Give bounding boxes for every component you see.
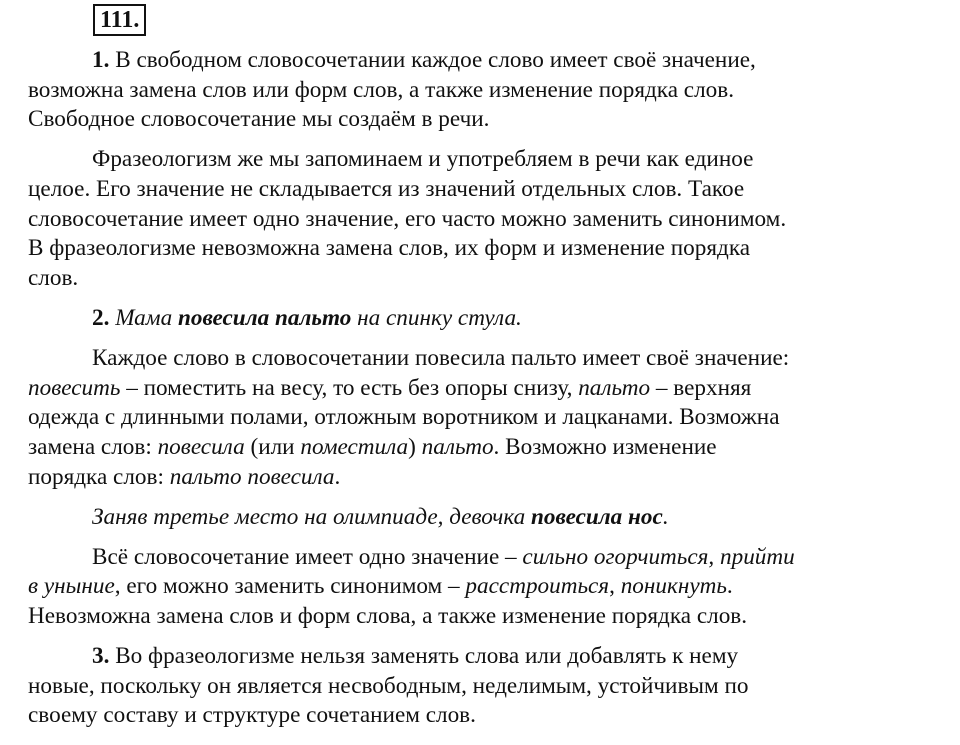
example-phrase: повесила нос <box>531 503 663 530</box>
text-line: одежда с длинными полами, отложным воротником и лацканами. Возможна <box>28 404 780 431</box>
paragraph-4 <box>28 543 928 632</box>
text-line: Невозможна замена слов и форм слова, а также изменение порядка слов. <box>28 603 748 630</box>
paragraph-2 <box>28 145 928 293</box>
text-line <box>28 543 928 573</box>
exercise-number: 111. <box>93 4 146 36</box>
text: . Возможно изменение <box>493 433 717 460</box>
item-number-1: 1. <box>92 47 110 73</box>
example-text: на спинку стула. <box>351 304 522 331</box>
text: , его можно заменить синонимом – <box>114 573 466 600</box>
term: повесить <box>28 374 121 401</box>
paragraph-example-2 <box>28 503 928 533</box>
text: Всё словосочетание имеет одно значение – <box>92 543 523 570</box>
term: пальто повесила <box>169 463 335 490</box>
term: расстроиться <box>465 573 610 600</box>
text: ) <box>408 433 422 460</box>
text-line: своему составу и структуре сочетанием слов. <box>28 702 476 729</box>
text: – верхняя <box>650 374 752 401</box>
item-number-2: 2. <box>92 304 110 331</box>
text-line: Свободное словосочетание мы создаём в речи. <box>28 106 490 133</box>
example-text: . <box>662 503 669 530</box>
term: в уныние <box>28 573 115 600</box>
term: пальто <box>578 374 651 401</box>
text-line: слов. <box>28 264 79 291</box>
term: сильно огорчиться, прийти <box>522 543 795 570</box>
paragraph-5 <box>28 642 928 731</box>
item-number-3: 3. <box>92 643 110 670</box>
example-text: Заняв третье место на олимпиаде, девочка <box>92 503 532 530</box>
text-line <box>28 433 928 463</box>
term: поместила <box>300 433 409 460</box>
example-text: Мама <box>109 304 178 331</box>
text-line: Каждое слово в словосочетании повесила пальто имеет своё значение: <box>92 345 790 372</box>
text-line <box>28 572 928 602</box>
text: Во фразеологизме нельзя заменять слова или добавлять к нему <box>109 643 739 670</box>
term: повесила <box>157 433 245 460</box>
paragraph-3 <box>28 344 928 492</box>
example-phrase: повесила пальто <box>177 304 352 331</box>
term: пальто <box>421 433 494 460</box>
text-line: новые, поскольку он является несвободным, неделимым, устойчивым по <box>28 672 749 699</box>
text-line: В фразеологизме невозможна замена слов, их форм и изменение порядка <box>28 235 751 262</box>
text: замена слов: <box>28 433 158 460</box>
text: порядка слов: <box>28 463 170 490</box>
text-line <box>28 374 928 404</box>
text-line: словосочетание имеет одно значение, его часто можно заменить синонимом. <box>28 205 787 232</box>
text: . <box>726 573 733 600</box>
text: , <box>609 573 621 600</box>
term: поникнуть <box>620 573 727 600</box>
text: В свободном словосочетании каждое слово имеет своё значение, <box>109 47 756 73</box>
text-line: возможна замена слов или форм слов, а также изменение порядка слов. <box>28 76 734 103</box>
text-line: Фразеологизм же мы запоминаем и употребляем в речи как единое <box>92 146 754 173</box>
answer-text <box>28 46 928 742</box>
text: – поместить на весу, то есть без опоры снизу, <box>120 374 579 401</box>
paragraph-example-1 <box>28 304 928 334</box>
text: (или <box>244 433 301 460</box>
text-line: целое. Его значение не складывается из значений отдельных слов. Такое <box>28 175 745 202</box>
text: . <box>334 463 341 490</box>
paragraph-1 <box>28 46 928 135</box>
text-line <box>28 463 928 493</box>
